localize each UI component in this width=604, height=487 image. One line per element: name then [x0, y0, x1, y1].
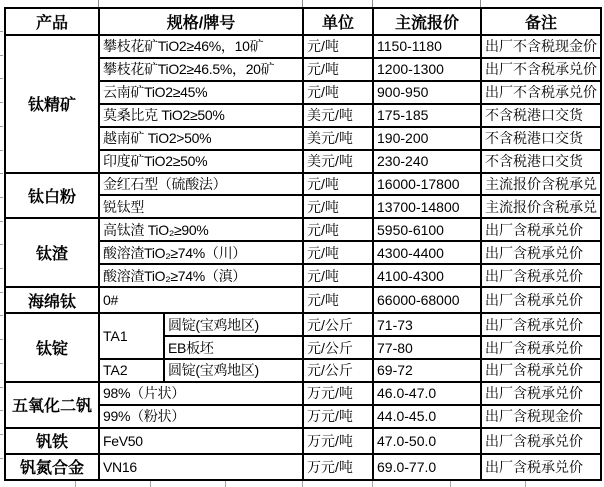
spec-cell: 金红石型（硫酸法） [99, 173, 303, 196]
price-cell: 900-950 [373, 81, 481, 104]
note-cell: 出厂不含税承兑价 [481, 81, 601, 104]
unit-cell: 元/吨 [303, 264, 373, 287]
price-table [4, 7, 602, 481]
product-cell: 钒铁 [5, 428, 99, 454]
note-cell: 出厂含税承兑价 [481, 428, 601, 454]
product-cell: 钛渣 [5, 218, 99, 287]
spec-cell: 锐钛型 [99, 195, 303, 218]
unit-cell: 万元/吨 [303, 454, 373, 480]
gridline-stub [0, 434, 3, 435]
unit-cell: 元/吨 [303, 287, 373, 313]
spec-cell: 高钛渣 TiO₂≥90% [99, 218, 303, 241]
gridline-stub [0, 339, 3, 340]
note-cell: 出厂含税承兑价 [481, 287, 601, 313]
unit-cell: 元/吨 [303, 35, 373, 58]
table-row [5, 287, 601, 313]
note-cell: 不含税港口交货 [481, 104, 601, 127]
note-cell: 出厂含税承兑价 [481, 454, 601, 480]
gridline-stub [0, 31, 3, 32]
price-cell: 69-72 [373, 359, 481, 382]
note-cell: 出厂不含税承兑价 [481, 58, 601, 81]
note-cell: 出厂含税承兑价 [481, 359, 601, 382]
price-cell: 1150-1180 [373, 35, 481, 58]
unit-cell: 美元/吨 [303, 127, 373, 150]
unit-cell: 元/吨 [303, 81, 373, 104]
note-cell: 不含税港口交货 [481, 150, 601, 173]
note-cell: 出厂不含税现金价 [481, 35, 601, 58]
price-cell: 190-200 [373, 127, 481, 150]
unit-cell: 元/吨 [303, 218, 373, 241]
table-row [5, 35, 601, 58]
table-row [5, 313, 601, 336]
spec-cell: 0# [99, 287, 303, 313]
product-cell: 钛精矿 [5, 35, 99, 173]
unit-cell: 万元/吨 [303, 405, 373, 428]
spec-cell: 攀枝花矿TiO2≥46.5%，20矿 [99, 58, 303, 81]
header-product: 产品 [5, 8, 99, 35]
gridline-stub [0, 268, 3, 269]
price-cell: 47.0-50.0 [373, 428, 481, 454]
header-price: 主流报价 [373, 8, 481, 35]
gridline-stub [0, 197, 3, 198]
price-cell: 4300-4400 [373, 241, 481, 264]
unit-cell: 万元/吨 [303, 428, 373, 454]
header-note: 备注 [481, 8, 601, 35]
note-cell: 主流报价含税承兑 [481, 195, 601, 218]
gridline-stub [372, 0, 373, 7]
note-cell: 出厂含税承兑价 [481, 218, 601, 241]
gridline-stub [150, 481, 151, 487]
price-cell: 13700-14800 [373, 195, 481, 218]
table-row [5, 428, 601, 454]
product-cell: 五氧化二钒 [5, 382, 99, 428]
gridline-stub [225, 481, 226, 487]
unit-cell: 元/吨 [303, 195, 373, 218]
gridline-stub [0, 102, 3, 103]
gridline-stub [0, 363, 3, 364]
table-row [5, 218, 601, 241]
spec-cell: 98%（片状） [99, 382, 303, 405]
unit-cell: 美元/吨 [303, 104, 373, 127]
gridline-stub [450, 481, 451, 487]
unit-cell: 元/吨 [303, 241, 373, 264]
table-row [5, 173, 601, 196]
gridline-stub [0, 78, 3, 79]
product-cell: 钒氮合金 [5, 454, 99, 480]
unit-cell: 元/公斤 [303, 336, 373, 359]
note-cell: 出厂含税承兑价 [481, 264, 601, 287]
price-cell: 46.0-47.0 [373, 382, 481, 405]
price-cell: 1200-1300 [373, 58, 481, 81]
price-cell: 175-185 [373, 104, 481, 127]
price-cell: 66000-68000 [373, 287, 481, 313]
spec-cell: 酸溶渣TiO₂≥74%（川） [99, 241, 303, 264]
spec-cell: 圆锭(宝鸡地区) [164, 313, 303, 336]
spec-cell: 云南矿TiO2≥45% [99, 81, 303, 104]
gridline-stub [302, 481, 303, 487]
spec-cell: 攀枝花矿TiO2≥46%，10矿 [99, 35, 303, 58]
gridline-stub [0, 315, 3, 316]
note-cell: 出厂含税承兑价 [481, 313, 601, 336]
price-cell: 44.0-45.0 [373, 405, 481, 428]
gridline-stub [0, 244, 3, 245]
gridline-stub [0, 387, 3, 388]
gridline-stub [372, 481, 373, 487]
gridline-stub [0, 55, 3, 56]
product-cell: 钛白粉 [5, 173, 99, 219]
spec-cell: 圆锭(宝鸡地区) [164, 359, 303, 382]
table-row [5, 454, 601, 480]
unit-cell: 美元/吨 [303, 150, 373, 173]
spec-cell: VN16 [99, 454, 303, 480]
header-spec: 规格/牌号 [99, 8, 303, 35]
header-unit: 单位 [303, 8, 373, 35]
note-cell: 出厂含税承兑价 [481, 382, 601, 405]
gridline-stub [0, 126, 3, 127]
gridline-stub [0, 458, 3, 459]
note-cell: 主流报价含税承兑 [481, 173, 601, 196]
unit-cell: 元/公斤 [303, 359, 373, 382]
price-cell: 4100-4300 [373, 264, 481, 287]
price-cell: 77-80 [373, 336, 481, 359]
gridline-stub [75, 481, 76, 487]
gridline-stub [0, 221, 3, 222]
spec-cell: 莫桑比克 TiO2≥50% [99, 104, 303, 127]
gridline-stub [0, 150, 3, 151]
product-cell: 海绵钛 [5, 287, 99, 313]
spec-cell: 99%（粉状） [99, 405, 303, 428]
gridline-stub [0, 292, 3, 293]
note-cell: 出厂含税承兑价 [481, 336, 601, 359]
spec-cell: FeV50 [99, 428, 303, 454]
price-cell: 16000-17800 [373, 173, 481, 196]
product-cell: 钛锭 [5, 313, 99, 382]
unit-cell: 元/吨 [303, 58, 373, 81]
gridline-stub [302, 0, 303, 7]
table-row [5, 382, 601, 405]
grade-cell: TA1 [99, 313, 164, 359]
note-cell: 不含税港口交货 [481, 127, 601, 150]
gridline-stub [480, 0, 481, 7]
price-cell: 71-73 [373, 313, 481, 336]
spec-cell: 越南矿 TiO2>50% [99, 127, 303, 150]
gridline-stub [525, 481, 526, 487]
note-cell: 出厂含税现金价 [481, 405, 601, 428]
header-row [5, 8, 601, 35]
price-cell: 69.0-77.0 [373, 454, 481, 480]
gridline-stub [0, 173, 3, 174]
spec-cell: 印度矿TiO2≥50% [99, 150, 303, 173]
gridline-stub [0, 410, 3, 411]
note-cell: 出厂含税承兑价 [481, 241, 601, 264]
grade-cell: TA2 [99, 359, 164, 382]
price-cell: 230-240 [373, 150, 481, 173]
spec-cell: EB板坯 [164, 336, 303, 359]
price-cell: 5950-6100 [373, 218, 481, 241]
unit-cell: 万元/吨 [303, 382, 373, 405]
spec-cell: 酸溶渣TiO₂≥74%（滇） [99, 264, 303, 287]
unit-cell: 元/吨 [303, 173, 373, 196]
gridline-stub [98, 0, 99, 7]
unit-cell: 元/公斤 [303, 313, 373, 336]
